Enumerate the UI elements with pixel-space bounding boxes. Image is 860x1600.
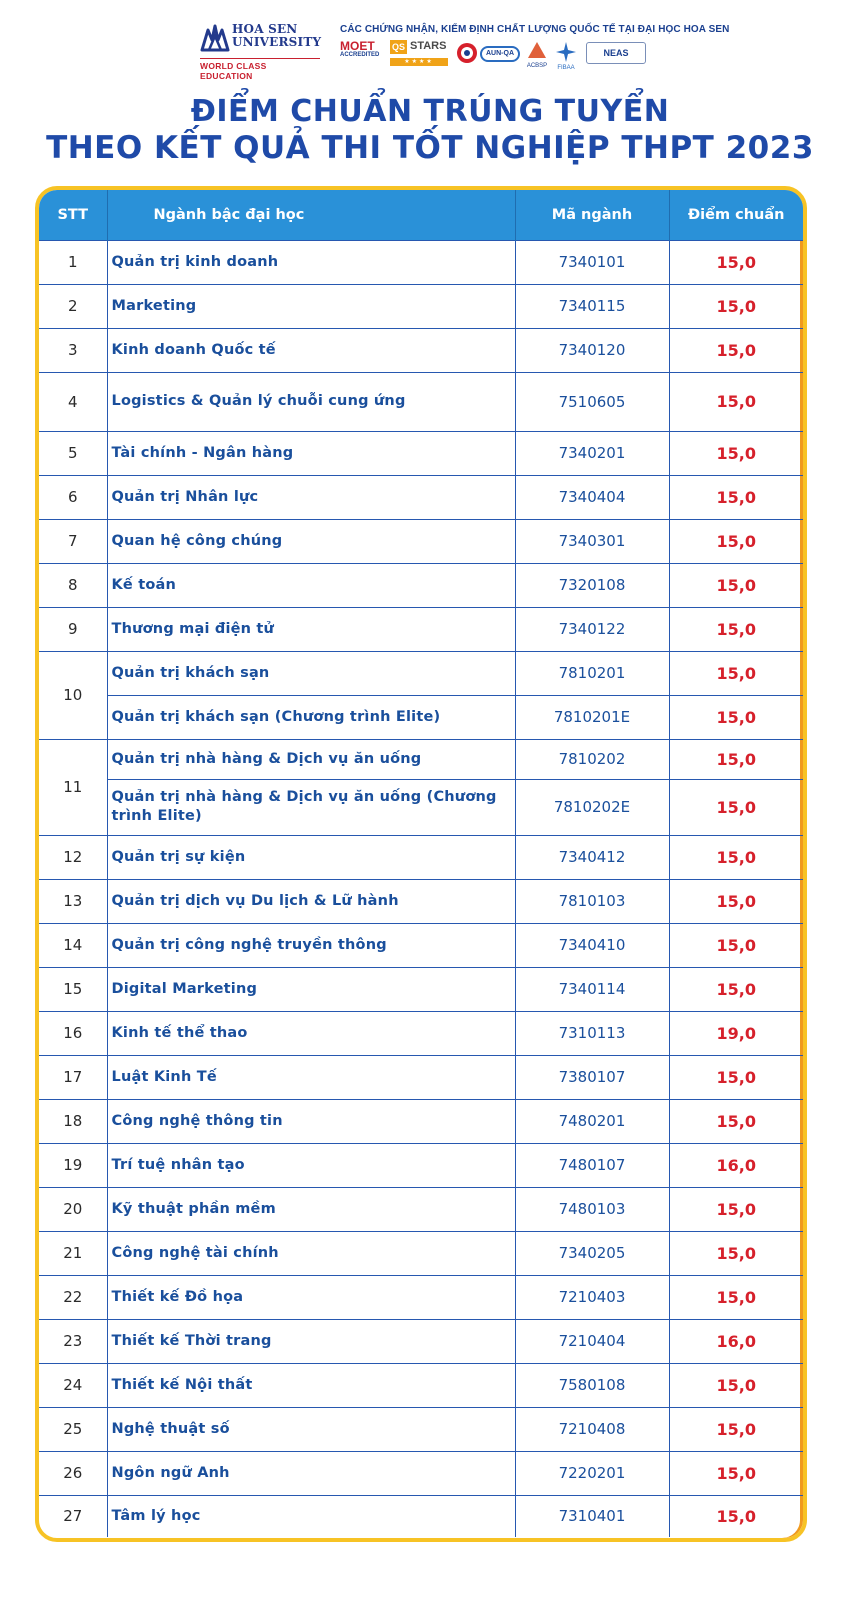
table-row: [39, 1231, 803, 1275]
row-stt: 11: [39, 739, 107, 835]
row-name: Marketing: [107, 284, 515, 328]
row-code: 7810201: [515, 651, 669, 695]
header-score: Điểm chuẩn: [669, 190, 803, 240]
row-score: 15,0: [669, 1495, 803, 1537]
table-row: [39, 372, 803, 431]
row-stt: 15: [39, 967, 107, 1011]
table-row: [39, 328, 803, 372]
hoa-sen-logo: [200, 18, 325, 81]
table-row: [39, 475, 803, 519]
row-name: Thương mại điện tử: [107, 607, 515, 651]
row-stt: 9: [39, 607, 107, 651]
table-row: [39, 1143, 803, 1187]
header-code: Mã ngành: [515, 190, 669, 240]
table-body: [39, 240, 803, 1537]
row-stt: 27: [39, 1495, 107, 1537]
row-stt: 20: [39, 1187, 107, 1231]
row-code: 7340114: [515, 967, 669, 1011]
row-name: Công nghệ thông tin: [107, 1099, 515, 1143]
row-stt: 12: [39, 835, 107, 879]
row-score: 15,0: [669, 1099, 803, 1143]
row-score: 19,0: [669, 1011, 803, 1055]
table-row: [39, 1407, 803, 1451]
row-score: 15,0: [669, 779, 803, 835]
row-name: Luật Kinh Tế: [107, 1055, 515, 1099]
table-row: [39, 1099, 803, 1143]
qs-stars-icon: ★★★★: [390, 58, 448, 66]
table-row: [39, 739, 803, 779]
row-name: Nghệ thuật số: [107, 1407, 515, 1451]
row-stt: 1: [39, 240, 107, 284]
row-stt: 14: [39, 923, 107, 967]
row-score: 15,0: [669, 328, 803, 372]
table-row: [39, 967, 803, 1011]
row-code: 7810202: [515, 739, 669, 779]
page-title-line1: ĐIỂM CHUẨN TRÚNG TUYỂN: [190, 94, 670, 129]
row-code: 7310401: [515, 1495, 669, 1537]
row-name: Kinh doanh Quốc tế: [107, 328, 515, 372]
row-score: 15,0: [669, 695, 803, 739]
row-code: 7340122: [515, 607, 669, 651]
row-name: Quản trị nhà hàng & Dịch vụ ăn uống (Chương trình Elite): [107, 779, 515, 835]
acbsp-icon: [526, 40, 548, 70]
row-score: 15,0: [669, 1275, 803, 1319]
row-score: 15,0: [669, 284, 803, 328]
row-score: 15,0: [669, 651, 803, 695]
neas-badge: NEAS: [586, 42, 646, 64]
table-row: [39, 1011, 803, 1055]
row-stt: 26: [39, 1451, 107, 1495]
row-score: 15,0: [669, 563, 803, 607]
row-score: 15,0: [669, 1451, 803, 1495]
row-code: 7210403: [515, 1275, 669, 1319]
row-stt: 25: [39, 1407, 107, 1451]
row-code: 7210404: [515, 1319, 669, 1363]
row-score: 15,0: [669, 372, 803, 431]
row-name: Thiết kế Đồ họa: [107, 1275, 515, 1319]
acbsp-label: ACBSP: [526, 63, 548, 69]
row-code: 7480201: [515, 1099, 669, 1143]
row-code: 7340301: [515, 519, 669, 563]
row-stt: 23: [39, 1319, 107, 1363]
row-code: 7380107: [515, 1055, 669, 1099]
cert-title: CÁC CHỨNG NHẬN, KIỂM ĐỊNH CHẤT LƯỢNG QUỐC TẾ TẠI ĐẠI HỌC HOA SEN: [340, 24, 730, 35]
row-score: 15,0: [669, 1231, 803, 1275]
row-name: Quản trị sự kiện: [107, 835, 515, 879]
row-stt: 4: [39, 372, 107, 431]
table-row: [39, 835, 803, 879]
row-code: 7340201: [515, 431, 669, 475]
row-stt: 16: [39, 1011, 107, 1055]
table-row: [39, 879, 803, 923]
row-score: 15,0: [669, 1187, 803, 1231]
row-stt: 24: [39, 1363, 107, 1407]
table-row: [39, 519, 803, 563]
row-name: Quản trị kinh doanh: [107, 240, 515, 284]
row-name: Quan hệ công chúng: [107, 519, 515, 563]
row-name: Kỹ thuật phần mềm: [107, 1187, 515, 1231]
logo-line2: UNIVERSITY: [232, 35, 322, 49]
row-code: 7480107: [515, 1143, 669, 1187]
row-name: Quản trị nhà hàng & Dịch vụ ăn uống: [107, 739, 515, 779]
row-stt: 18: [39, 1099, 107, 1143]
moet-label: MOET: [340, 39, 375, 53]
table-row: [39, 240, 803, 284]
header-name: Ngành bậc đại học: [107, 190, 515, 240]
table-row: [39, 1055, 803, 1099]
table-row: [39, 1319, 803, 1363]
table-row: [39, 284, 803, 328]
row-name: Logistics & Quản lý chuỗi cung ứng: [107, 372, 515, 431]
row-score: 15,0: [669, 607, 803, 651]
row-code: 7310113: [515, 1011, 669, 1055]
aunqa-badge: AUN-QA: [480, 46, 520, 62]
logo-line1: HOA SEN: [232, 22, 298, 36]
row-stt: 6: [39, 475, 107, 519]
row-stt: 5: [39, 431, 107, 475]
table-row: [39, 1451, 803, 1495]
row-score: 15,0: [669, 739, 803, 779]
header-stt: STT: [39, 190, 107, 240]
moet-badge: [340, 40, 384, 59]
row-score: 15,0: [669, 835, 803, 879]
row-code: 7340205: [515, 1231, 669, 1275]
row-score: 16,0: [669, 1143, 803, 1187]
table-row: [39, 1275, 803, 1319]
table-row: [39, 431, 803, 475]
table-row: [39, 1495, 803, 1537]
logo-tagline: WORLD CLASS EDUCATION: [200, 58, 320, 81]
row-name: Quản trị khách sạn: [107, 651, 515, 695]
row-name: Tài chính - Ngân hàng: [107, 431, 515, 475]
table-row: [39, 1187, 803, 1231]
table-row: [39, 695, 803, 739]
row-name: Digital Marketing: [107, 967, 515, 1011]
row-code: 7810201E: [515, 695, 669, 739]
row-score: 15,0: [669, 519, 803, 563]
row-stt: 22: [39, 1275, 107, 1319]
row-name: Quản trị công nghệ truyền thông: [107, 923, 515, 967]
row-code: 7340120: [515, 328, 669, 372]
row-stt: 7: [39, 519, 107, 563]
row-code: 7340101: [515, 240, 669, 284]
row-stt: 10: [39, 651, 107, 739]
row-name: Tâm lý học: [107, 1495, 515, 1537]
row-name: Kế toán: [107, 563, 515, 607]
row-score: 15,0: [669, 923, 803, 967]
row-score: 15,0: [669, 1407, 803, 1451]
page-header: [0, 0, 860, 90]
table-row: [39, 923, 803, 967]
row-name: Quản trị khách sạn (Chương trình Elite): [107, 695, 515, 739]
moet-sub-label: ACCREDITED: [340, 52, 380, 58]
seal-icon: [456, 42, 478, 64]
row-code: 7810202E: [515, 779, 669, 835]
logo-name: [232, 23, 321, 49]
row-code: 7580108: [515, 1363, 669, 1407]
row-name: Trí tuệ nhân tạo: [107, 1143, 515, 1187]
row-name: Quản trị Nhân lực: [107, 475, 515, 519]
row-code: 7340410: [515, 923, 669, 967]
lotus-logo-icon: [200, 22, 230, 52]
row-stt: 8: [39, 563, 107, 607]
row-code: 7210408: [515, 1407, 669, 1451]
row-score: 15,0: [669, 1055, 803, 1099]
row-code: 7340115: [515, 284, 669, 328]
qs-box: QS: [391, 42, 405, 52]
row-name: Công nghệ tài chính: [107, 1231, 515, 1275]
row-score: 15,0: [669, 879, 803, 923]
row-name: Thiết kế Thời trang: [107, 1319, 515, 1363]
row-code: 7340404: [515, 475, 669, 519]
row-name: Thiết kế Nội thất: [107, 1363, 515, 1407]
table-row: [39, 607, 803, 651]
qs-text: STARS: [410, 40, 447, 52]
row-stt: 13: [39, 879, 107, 923]
admission-score-table: [39, 190, 803, 1537]
row-code: 7320108: [515, 563, 669, 607]
row-name: Ngôn ngữ Anh: [107, 1451, 515, 1495]
row-score: 15,0: [669, 967, 803, 1011]
table-header-row: [39, 190, 803, 240]
row-code: 7510605: [515, 372, 669, 431]
page-title-line2: THEO KẾT QUẢ THI TỐT NGHIỆP THPT 2023: [46, 130, 814, 166]
row-score: 15,0: [669, 475, 803, 519]
row-stt: 19: [39, 1143, 107, 1187]
fibaa-label: FIBAA: [557, 65, 575, 70]
row-stt: 21: [39, 1231, 107, 1275]
row-code: 7220201: [515, 1451, 669, 1495]
certifications-block: [340, 24, 730, 74]
table-row: [39, 1363, 803, 1407]
table-frame: [35, 186, 807, 1542]
row-score: 15,0: [669, 1363, 803, 1407]
row-stt: 17: [39, 1055, 107, 1099]
row-score: 16,0: [669, 1319, 803, 1363]
row-score: 15,0: [669, 240, 803, 284]
table-row: [39, 779, 803, 835]
row-code: 7480103: [515, 1187, 669, 1231]
cert-logos: [340, 40, 660, 70]
row-code: 7340412: [515, 835, 669, 879]
row-name: Kinh tế thể thao: [107, 1011, 515, 1055]
table-row: [39, 651, 803, 695]
row-code: 7810103: [515, 879, 669, 923]
row-stt: 3: [39, 328, 107, 372]
row-stt: 2: [39, 284, 107, 328]
table-row: [39, 563, 803, 607]
fibaa-icon: [554, 40, 578, 70]
row-name: Quản trị dịch vụ Du lịch & Lữ hành: [107, 879, 515, 923]
row-score: 15,0: [669, 431, 803, 475]
qs-stars-badge: [390, 40, 452, 68]
